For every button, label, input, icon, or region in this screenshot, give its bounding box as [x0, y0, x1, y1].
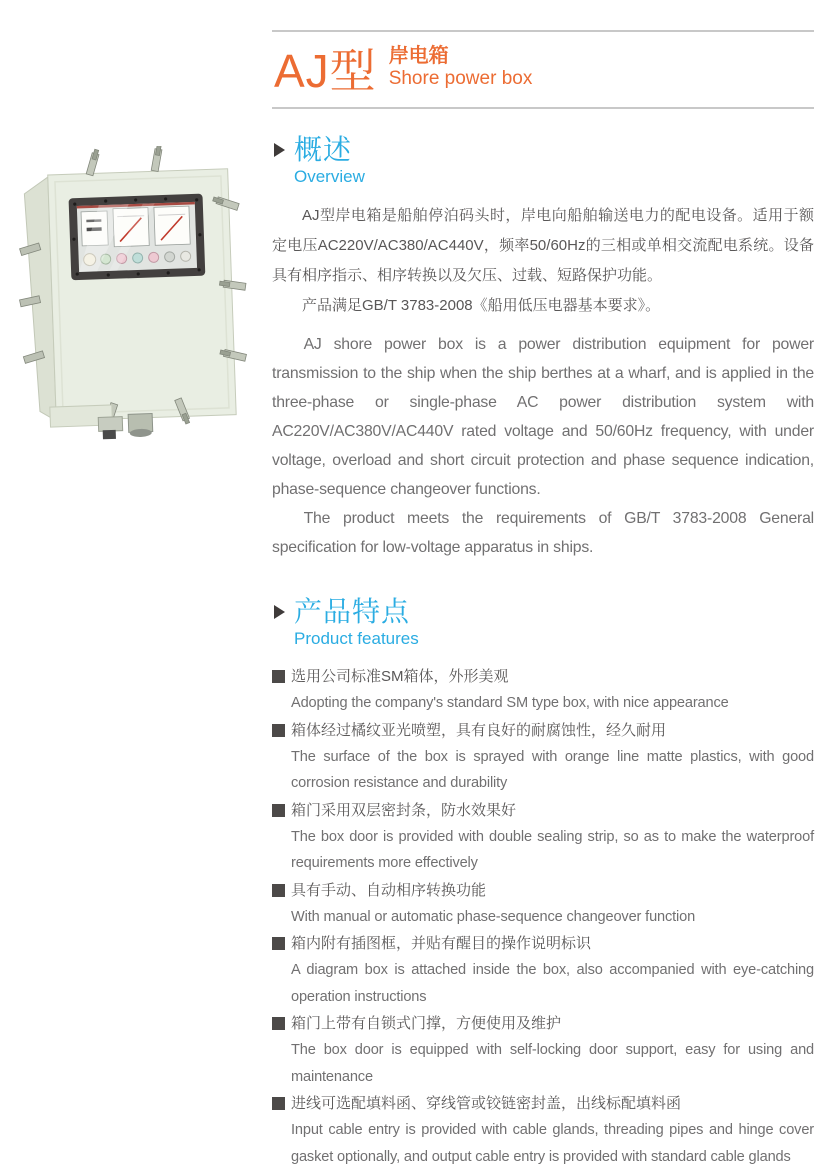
feature-text-en: The box door is equipped with self-locking door support, easy for using and maintenance: [291, 1042, 814, 1085]
feature-text-en: The surface of the box is sprayed with orange line matte plastics, with good corrosion resistance and durability: [291, 748, 814, 791]
square-bullet-icon: [272, 804, 285, 817]
features-heading-en: Product features: [294, 629, 419, 648]
feature-text-en: A diagram box is attached inside the box, also accompanied with eye-catching operation instructions: [291, 962, 814, 1005]
overview-heading-cn: 概述: [294, 134, 353, 165]
overview-paragraph-en-1: AJ shore power box is a power distribution equipment for power transmission to the ship when the ship berthes at a wharf, and is applied in the three-phase or single-phase AC power distribution system with AC220V/AC380V/AC440V rated voltage and 50/60Hz frequency, with under voltage, overload and short circuit protection and phase sequence indication, phase-sequence changeover functions.: [272, 336, 814, 498]
feature-title-cn: [272, 1010, 814, 1037]
overview-section-heading: [272, 134, 814, 188]
section-arrow-icon: [274, 605, 285, 619]
product-name: [389, 45, 533, 92]
square-bullet-icon: [272, 724, 285, 737]
feature-text-cn: 箱体经过橘纹亚光喷塑，具有良好的耐腐蚀性，经久耐用: [291, 721, 667, 739]
feature-text-cn: 进线可选配填料函、穿线管或铰链密封盖，出线标配填料函: [291, 1095, 682, 1112]
features-section-heading: [272, 596, 814, 650]
square-bullet-icon: [272, 1097, 285, 1110]
shore-power-box-illustration: [6, 146, 268, 446]
model-name: AJ型: [274, 44, 377, 97]
square-bullet-icon: [272, 670, 285, 683]
feature-item: [272, 663, 814, 717]
feature-item: [272, 717, 814, 797]
feature-text-en: The box door is provided with double sealing strip, so as to make the waterproof requirements more effectively: [291, 828, 814, 871]
feature-list: [272, 663, 814, 1170]
features-heading-text: [294, 596, 419, 650]
overview-heading-text: [294, 134, 365, 188]
content-column: [272, 0, 814, 1170]
meter-window: [69, 194, 206, 281]
product-name-cn: 岸电箱: [388, 45, 449, 67]
feature-title-cn: [272, 797, 814, 824]
feature-title-cn: [272, 717, 814, 744]
overview-heading-en: Overview: [294, 167, 365, 186]
feature-title-cn: [272, 930, 814, 957]
product-name-en: Shore power box: [388, 68, 533, 89]
overview-paragraph-en-2: The product meets the requirements of GB/T 3783-2008 General specification for low-voltage apparatus in ships.: [272, 510, 814, 556]
square-bullet-icon: [272, 937, 285, 950]
feature-text-en: Adopting the company's standard SM type box, with nice appearance: [291, 695, 729, 711]
page-title: [272, 32, 814, 107]
feature-item: [272, 1010, 814, 1090]
product-photo: [6, 146, 268, 446]
overview-paragraph-cn-1: AJ型岸电箱是船舶停泊码头时，岸电向船舶输送电力的配电设备。适用于额定电压AC220V/AC380/AC440V，频率50/60Hz的三相或单相交流配电系统。设备具有相序指示、相序转换以及欠压、过载、短路保护功能。: [272, 207, 814, 284]
feature-item: [272, 930, 814, 1010]
feature-text-cn: 具有手动、自动相序转换功能: [291, 881, 487, 899]
divider-under-title: [272, 107, 814, 109]
feature-title-cn: [272, 1090, 814, 1117]
feature-title-cn: [272, 663, 814, 690]
section-arrow-icon: [274, 143, 285, 157]
square-bullet-icon: [272, 884, 285, 897]
feature-item: [272, 877, 814, 931]
feature-text-en: Input cable entry is provided with cable glands, threading pipes and hinge cover gasket optionally, and output cable entry is provided with standard cable glands: [291, 1122, 814, 1165]
feature-text-cn: 箱门上带有自锁式门撑，方便使用及维护: [291, 1015, 562, 1032]
feature-text-cn: 箱门采用双层密封条，防水效果好: [291, 801, 517, 819]
features-heading-cn: 产品特点: [294, 596, 411, 627]
feature-title-cn: [272, 877, 814, 904]
analog-meter: [154, 206, 190, 245]
feature-item: [272, 1090, 814, 1170]
feature-item: [272, 797, 814, 877]
feature-text-cn: 选用公司标准SM箱体，外形美观: [291, 668, 509, 685]
square-bullet-icon: [272, 1017, 285, 1030]
overview-paragraph-cn-2: 产品满足GB/T 3783-2008《船用低压电器基本要求》。: [302, 297, 661, 314]
feature-text-cn: 箱内附有插图框，并贴有醒目的操作说明标识: [291, 935, 592, 952]
feature-text-en: With manual or automatic phase-sequence changeover function: [291, 908, 696, 925]
